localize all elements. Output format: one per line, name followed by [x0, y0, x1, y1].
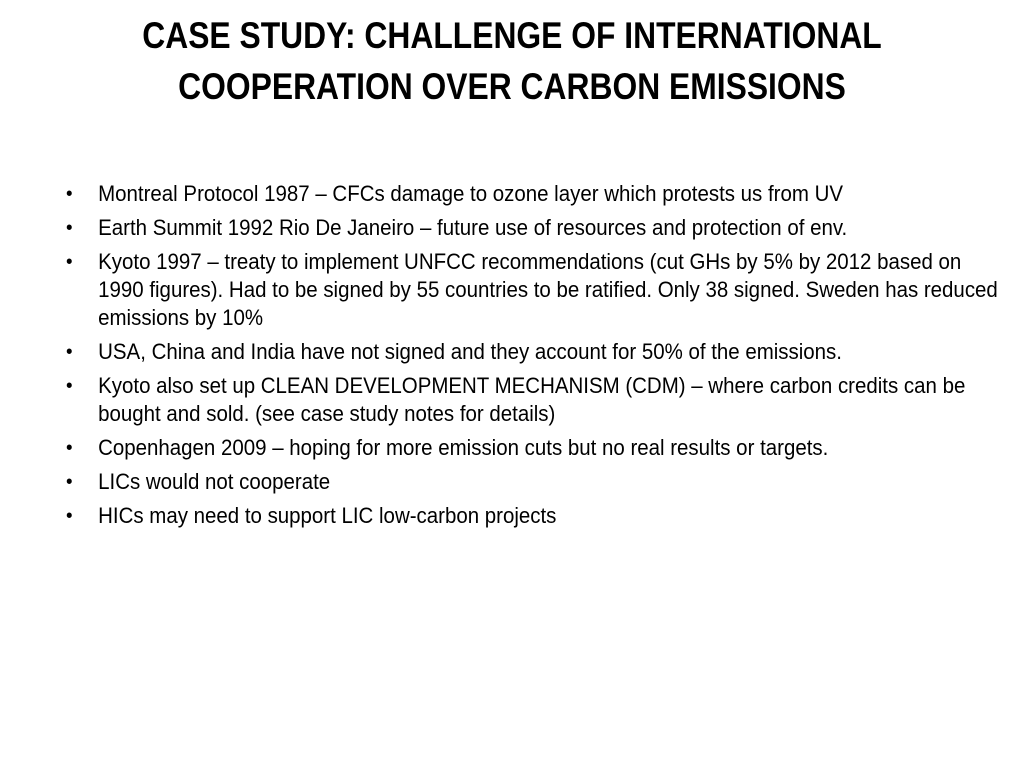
bullet-text: Copenhagen 2009 – hoping for more emission cuts but no real results or targets.	[98, 435, 829, 460]
bullet-item-kyoto	[60, 248, 1010, 332]
slide-title	[123, 10, 900, 112]
bullet-icon: •	[66, 505, 73, 527]
bullet-item-earth-summit	[60, 214, 1010, 242]
bullet-item-copenhagen	[60, 434, 1010, 462]
bullet-item-montreal	[60, 180, 1010, 208]
bullet-item-lics	[60, 468, 1010, 496]
slide-title-line-1: CASE STUDY: CHALLENGE OF INTERNATIONAL	[142, 15, 882, 56]
bullet-text: Montreal Protocol 1987 – CFCs damage to ozone layer which protests us from UV	[98, 181, 844, 206]
bullet-text: LICs would not cooperate	[98, 469, 331, 494]
bullet-item-usa-china-india	[60, 338, 1010, 366]
bullet-icon: •	[66, 375, 73, 397]
bullet-icon: •	[66, 341, 73, 363]
bullet-icon: •	[66, 437, 73, 459]
bullet-text: Kyoto 1997 – treaty to implement UNFCC recommendations (cut GHs by 5% by 2012 based on 1990 figures). Had to be signed by 55 countries to be ratified. Only 38 signed. Sweden has reduced emissions by 10%	[98, 249, 998, 330]
bullet-icon: •	[66, 471, 73, 493]
bullet-text: Earth Summit 1992 Rio De Janeiro – future use of resources and protection of env.	[98, 215, 848, 240]
bullet-list	[60, 180, 998, 536]
bullet-icon: •	[66, 251, 73, 273]
bullet-text: Kyoto also set up CLEAN DEVELOPMENT MECHANISM (CDM) – where carbon credits can be bought and sold. (see case study notes for details)	[98, 373, 966, 426]
bullet-item-cdm	[60, 372, 1010, 428]
bullet-icon: •	[66, 183, 73, 205]
bullet-icon: •	[66, 217, 73, 239]
slide-title-line-2: COOPERATION OVER CARBON EMISSIONS	[178, 66, 846, 107]
bullet-text: USA, China and India have not signed and they account for 50% of the emissions.	[98, 339, 842, 364]
bullet-text: HICs may need to support LIC low-carbon projects	[98, 503, 557, 528]
bullet-item-hics	[60, 502, 1010, 530]
